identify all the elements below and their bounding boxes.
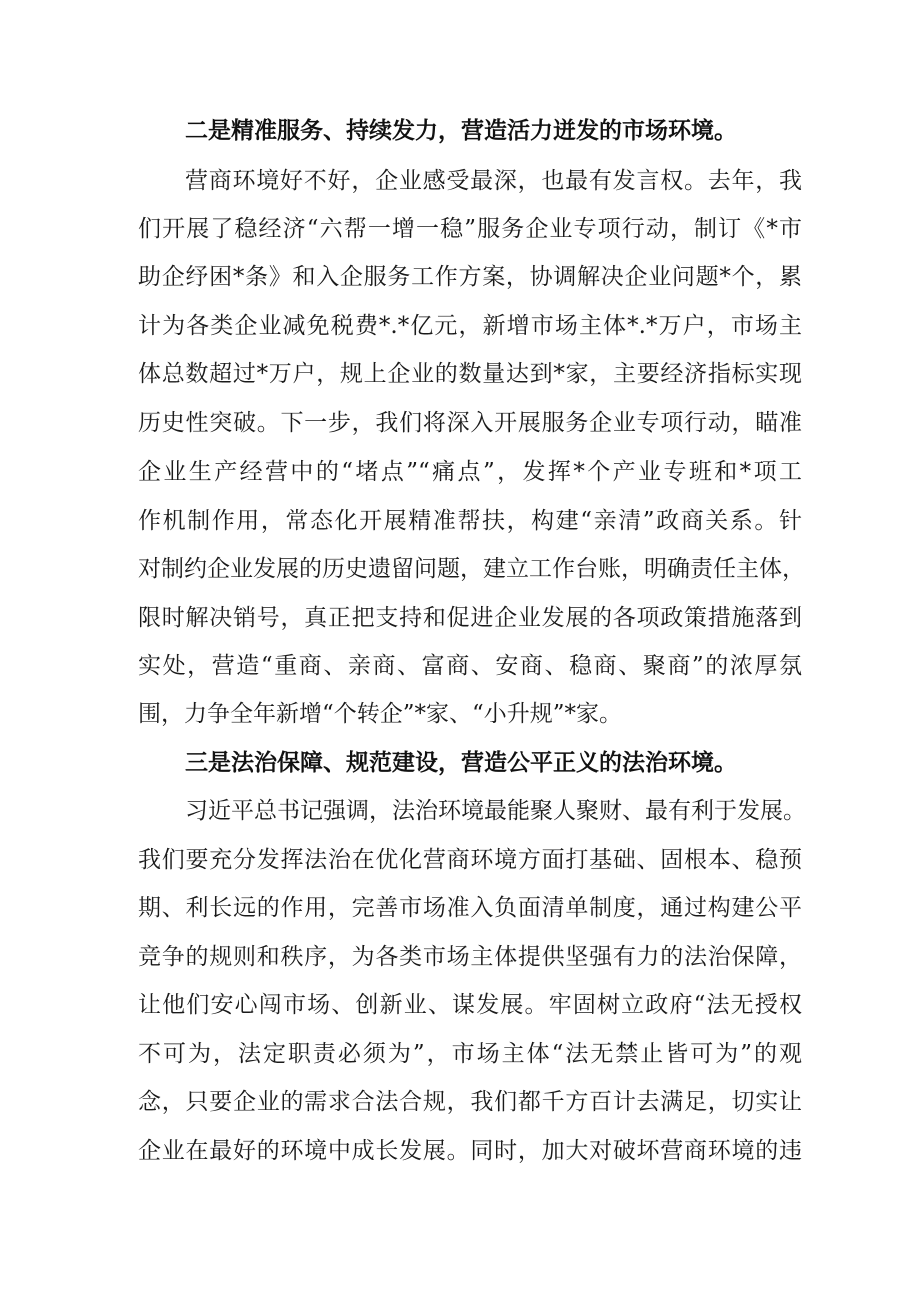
section-heading-2: 二是精准服务、持续发力，营造活力迸发的市场环境。 [185,118,737,144]
paragraph-line: 不可为，法定职责必须为”，市场主体“法无禁止皆可为”的观 [138,1041,802,1067]
paragraph-line: 让他们安心闯市场、创新业、谋发展。牢固树立政府“法无授权 [138,992,802,1018]
paragraph-line: 限时解决销号，真正把支持和促进企业发展的各项政策措施落到 [138,605,802,631]
paragraph-line: 竞争的规则和秩序，为各类市场主体提供坚强有力的法治保障， [138,944,802,970]
paragraph-line: 们开展了稳经济“六帮一增一稳”服务企业专项行动，制订《*市 [138,216,802,242]
paragraph-line: 我们要充分发挥法治在优化营商环境方面打基础、固根本、稳预 [138,847,802,873]
paragraph-line: 作机制作用，常态化开展精准帮扶，构建“亲清”政商关系。针 [138,508,802,534]
paragraph-line: 助企纾困*条》和入企服务工作方案，协调解决企业问题*个，累 [138,264,802,290]
paragraph-line: 历史性突破。下一步，我们将深入开展服务企业专项行动，瞄准 [138,410,802,436]
paragraph-line: 营商环境好不好，企业感受最深，也最有发言权。去年，我 [185,168,802,194]
section-heading-3: 三是法治保障、规范建设，营造公平正义的法治环境。 [185,750,737,776]
paragraph-line: 围，力争全年新增“个转企”*家、“小升规”*家。 [138,701,623,727]
paragraph-line: 实处，营造“重商、亲商、富商、安商、稳商、聚商”的浓厚氛 [138,653,802,679]
paragraph-line: 企业生产经营中的“堵点”“痛点”，发挥*个产业专班和*项工 [138,459,802,485]
paragraph-line: 念，只要企业的需求合法合规，我们都千方百计去满足，切实让 [138,1089,802,1115]
paragraph-line: 期、利长远的作用，完善市场准入负面清单制度，通过构建公平 [138,895,802,921]
paragraph-line: 体总数超过*万户，规上企业的数量达到*家，主要经济指标实现 [138,361,802,387]
paragraph-line: 计为各类企业减免税费*.*亿元，新增市场主体*.*万户，市场主 [138,313,802,339]
paragraph-line: 习近平总书记强调，法治环境最能聚人聚财、最有利于发展。 [185,798,806,824]
paragraph-line: 对制约企业发展的历史遗留问题，建立工作台账，明确责任主体， [138,556,805,582]
paragraph-line: 企业在最好的环境中成长发展。同时，加大对破坏营商环境的违 [138,1138,802,1164]
